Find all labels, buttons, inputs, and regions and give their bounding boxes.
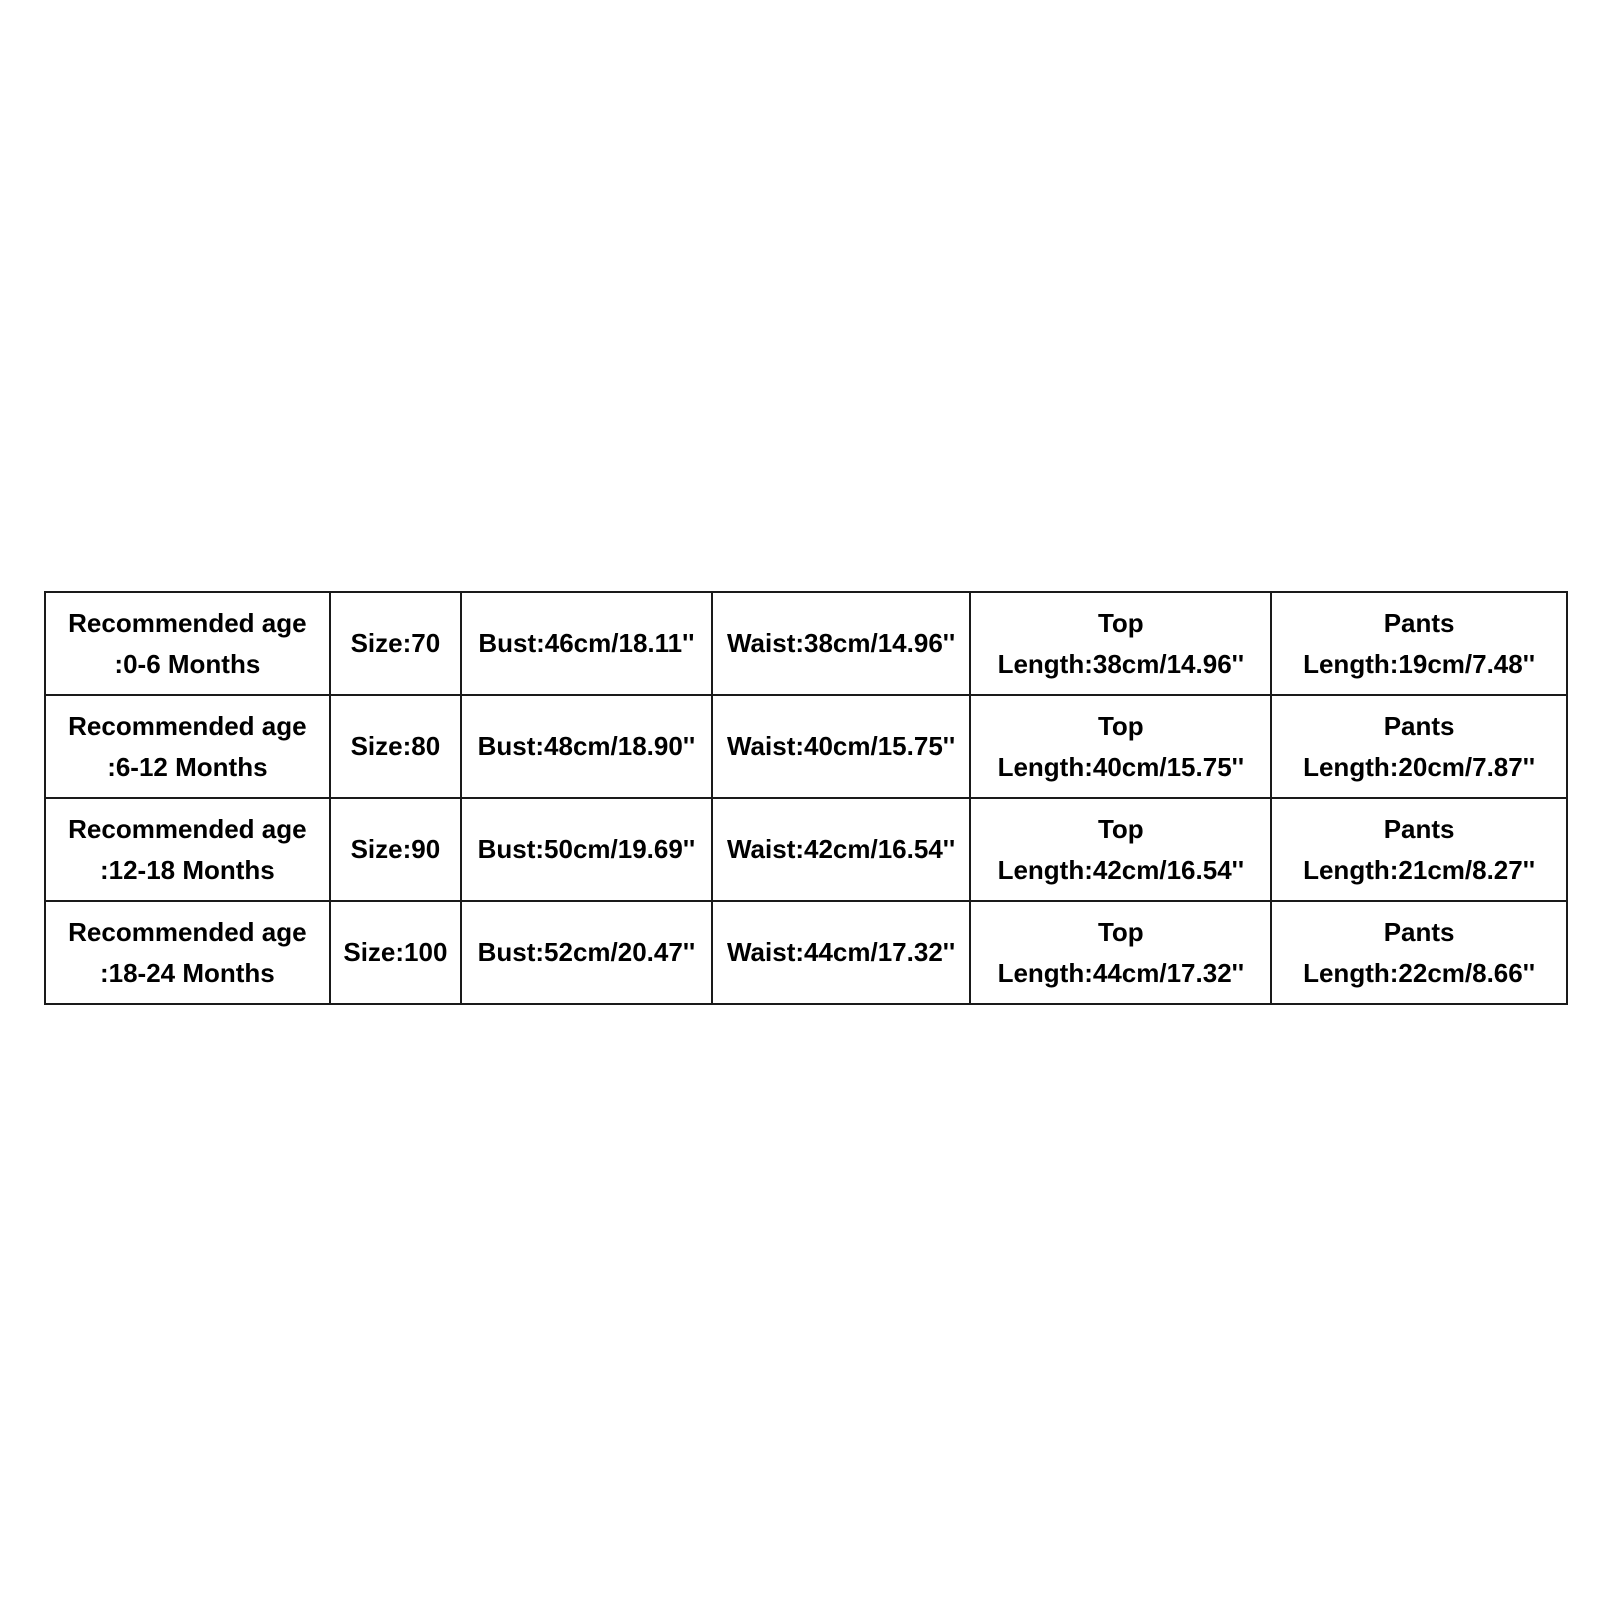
pants-length-cell xyxy=(1271,695,1567,798)
top-length-cell xyxy=(970,901,1271,1004)
bust-cell: Bust:52cm/20.47'' xyxy=(461,901,712,1004)
top-length-value: Length:38cm/14.96'' xyxy=(997,648,1245,679)
top-label: Top xyxy=(1097,710,1144,741)
size-cell: Size:100 xyxy=(330,901,461,1004)
waist-cell: Waist:40cm/15.75'' xyxy=(712,695,971,798)
age-label: Recommended age xyxy=(68,916,307,947)
size-cell: Size:80 xyxy=(330,695,461,798)
age-label: Recommended age xyxy=(68,813,307,844)
waist-cell: Waist:38cm/14.96'' xyxy=(712,592,971,695)
pants-length-cell xyxy=(1271,592,1567,695)
pants-length-value: Length:22cm/8.66'' xyxy=(1303,957,1536,988)
table-row xyxy=(45,592,1567,695)
size-chart-table xyxy=(44,591,1568,1005)
top-length-value: Length:40cm/15.75'' xyxy=(997,751,1245,782)
size-cell: Size:70 xyxy=(330,592,461,695)
pants-length-value: Length:19cm/7.48'' xyxy=(1303,648,1536,679)
bust-cell: Bust:50cm/19.69'' xyxy=(461,798,712,901)
top-length-cell xyxy=(970,695,1271,798)
waist-cell: Waist:42cm/16.54'' xyxy=(712,798,971,901)
top-label: Top xyxy=(1097,916,1144,947)
pants-length-cell xyxy=(1271,901,1567,1004)
top-length-value: Length:42cm/16.54'' xyxy=(997,854,1245,885)
pants-length-value: Length:20cm/7.87'' xyxy=(1303,751,1536,782)
top-length-value: Length:44cm/17.32'' xyxy=(997,957,1245,988)
recommended-age-cell xyxy=(45,695,330,798)
pants-label: Pants xyxy=(1383,710,1455,741)
pants-length-value: Length:21cm/8.27'' xyxy=(1303,854,1536,885)
bust-cell: Bust:46cm/18.11'' xyxy=(461,592,712,695)
age-label: Recommended age xyxy=(68,607,307,638)
age-range: :6-12 Months xyxy=(107,751,268,782)
age-range: :12-18 Months xyxy=(99,854,275,885)
pants-length-cell xyxy=(1271,798,1567,901)
recommended-age-cell xyxy=(45,592,330,695)
bust-cell: Bust:48cm/18.90'' xyxy=(461,695,712,798)
recommended-age-cell xyxy=(45,901,330,1004)
waist-cell: Waist:44cm/17.32'' xyxy=(712,901,971,1004)
recommended-age-cell xyxy=(45,798,330,901)
pants-label: Pants xyxy=(1383,916,1455,947)
top-label: Top xyxy=(1097,607,1144,638)
top-label: Top xyxy=(1097,813,1144,844)
top-length-cell xyxy=(970,798,1271,901)
table-row xyxy=(45,798,1567,901)
age-label: Recommended age xyxy=(68,710,307,741)
table-row xyxy=(45,901,1567,1004)
age-range: :18-24 Months xyxy=(99,957,275,988)
top-length-cell xyxy=(970,592,1271,695)
table-row xyxy=(45,695,1567,798)
pants-label: Pants xyxy=(1383,813,1455,844)
age-range: :0-6 Months xyxy=(114,648,261,679)
size-cell: Size:90 xyxy=(330,798,461,901)
pants-label: Pants xyxy=(1383,607,1455,638)
